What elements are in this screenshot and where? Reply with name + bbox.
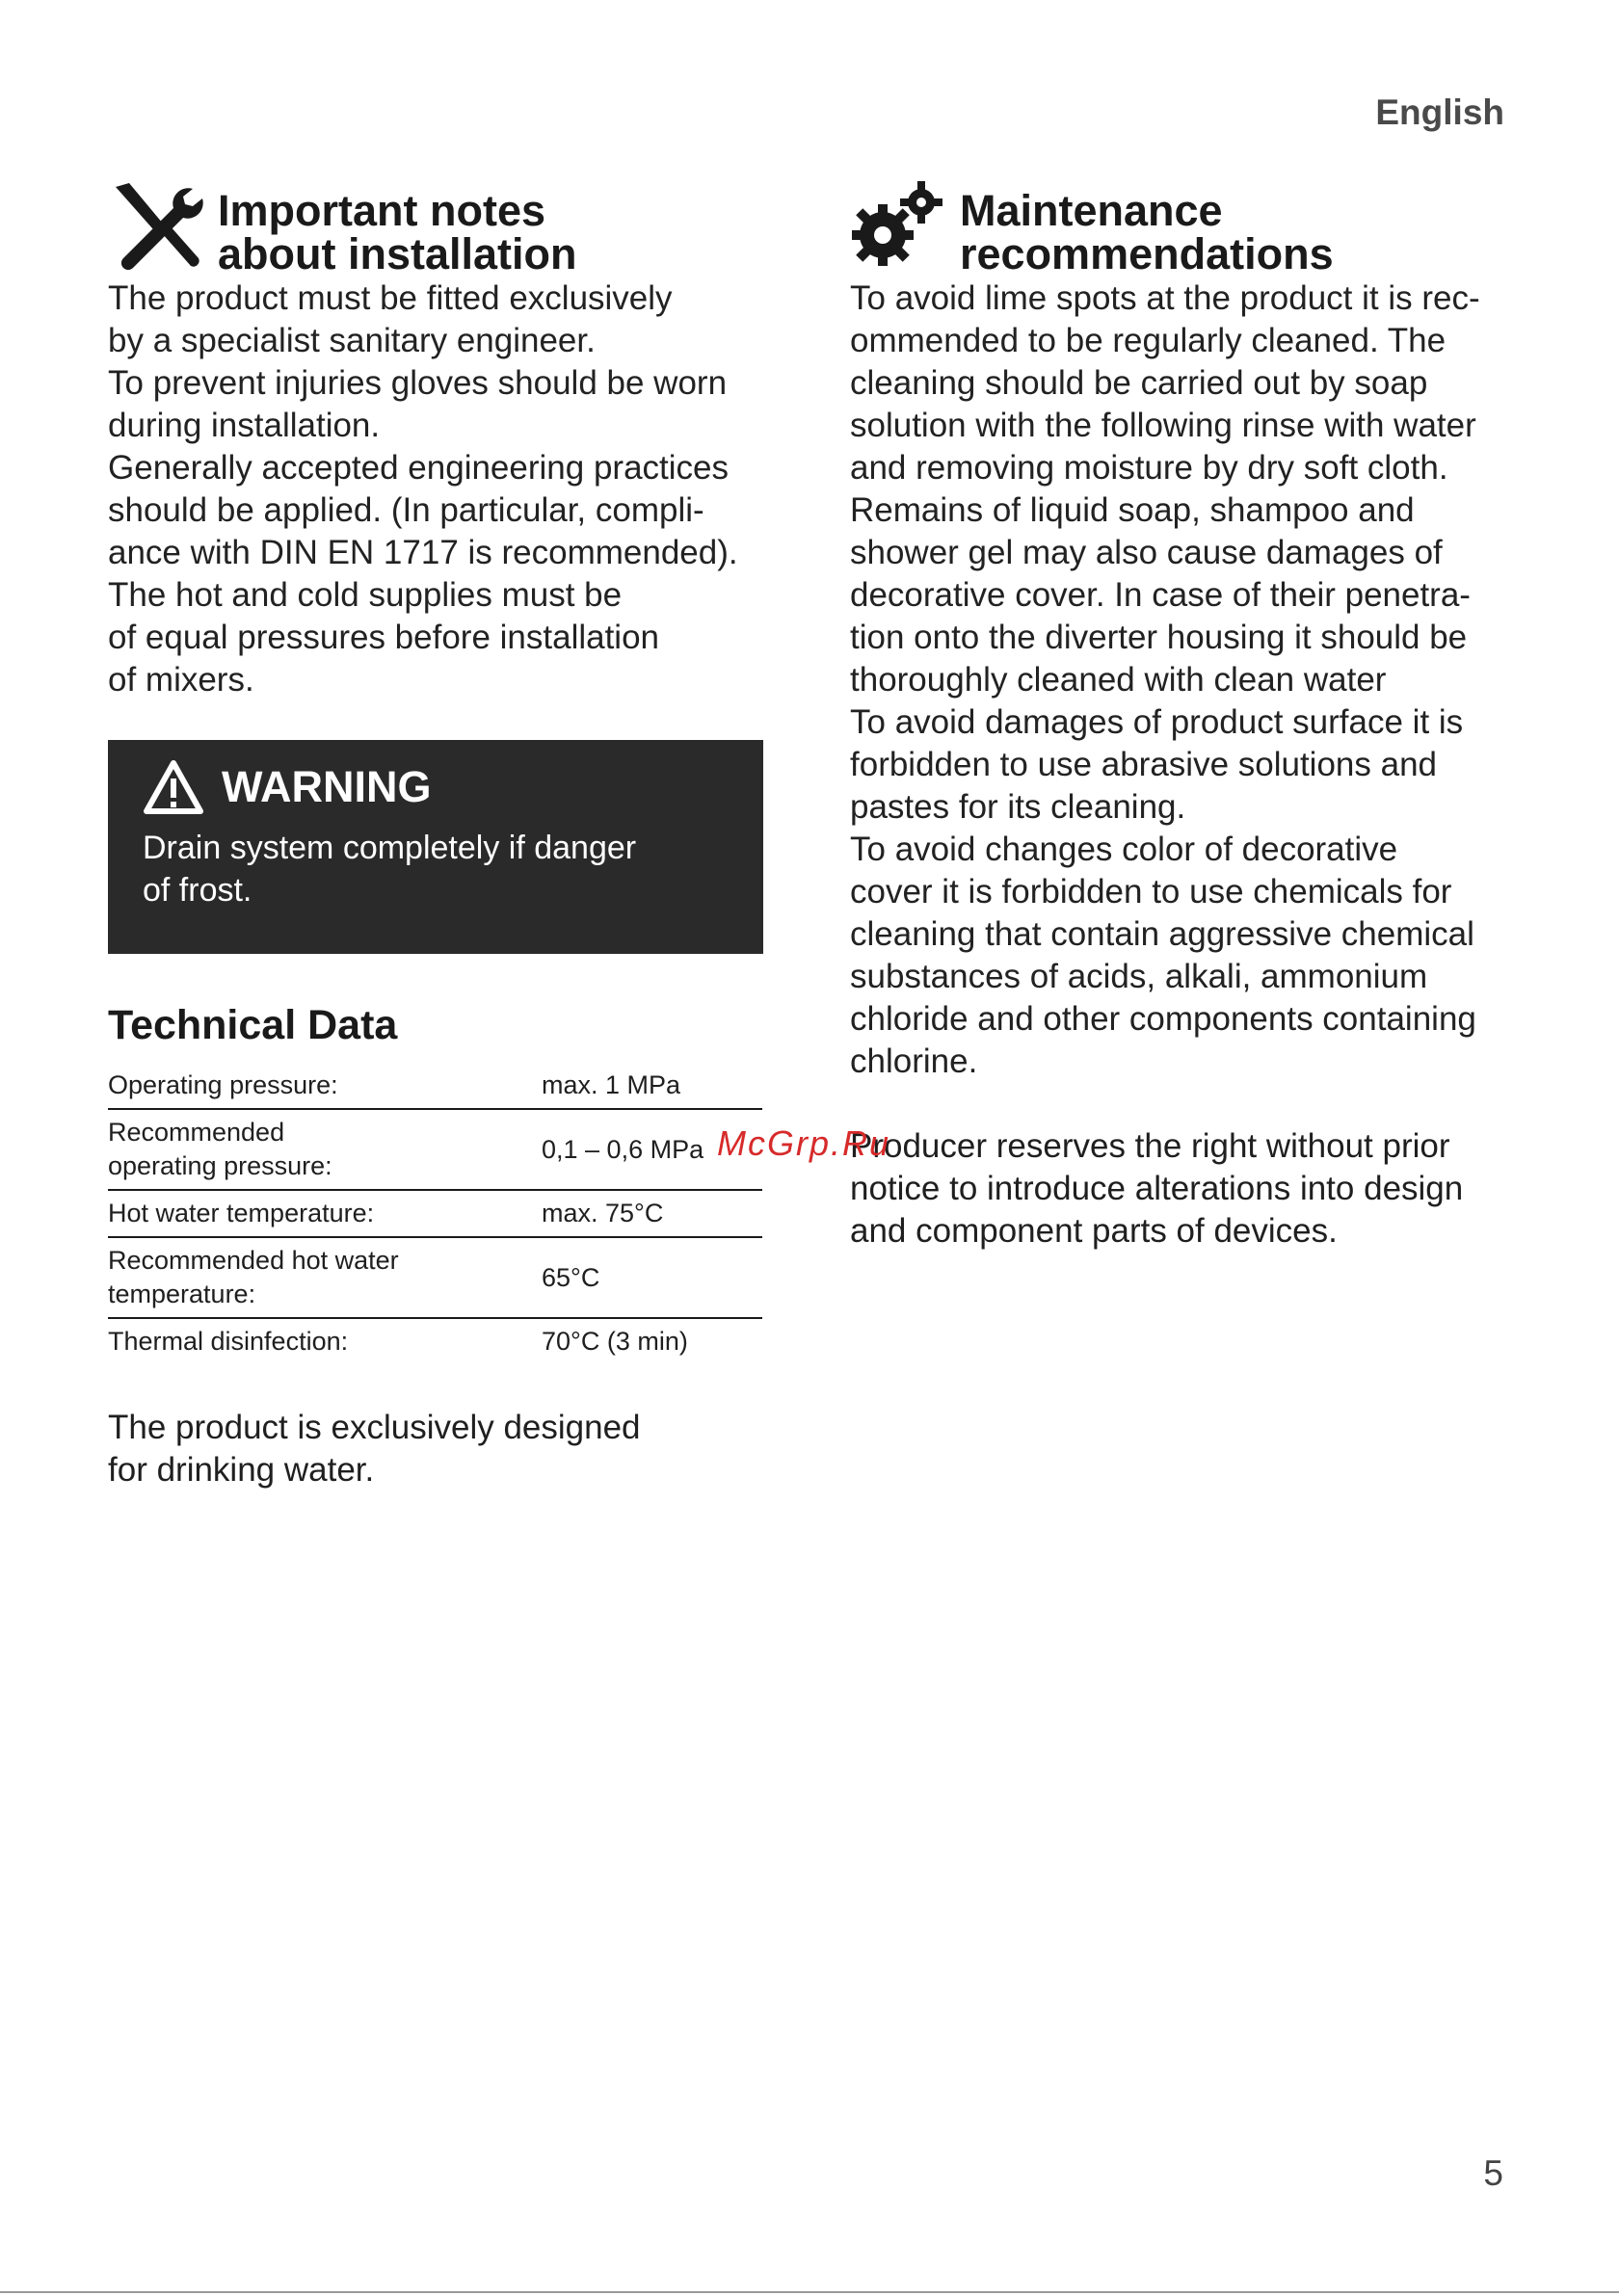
language-label: English — [1375, 92, 1504, 132]
warning-text: Drain system completely if danger of frost. — [143, 830, 637, 909]
installation-heading — [108, 179, 773, 276]
right-column — [850, 179, 1515, 1253]
left-column — [108, 179, 773, 1491]
producer-notice: Producer reserves the right without prior notice to introduce alterations into design and component parts of devices. — [850, 1127, 1464, 1250]
technical-data-title: Technical Data — [108, 1002, 398, 1048]
table-row: Operating pressure: max. 1 MPa — [108, 1063, 762, 1109]
installation-text: The product must be fitted exclusively by a specialist sanitary engineer. To prevent injuries gloves should be worn during installation. Generally accepted engineering practices should be applied. (In particular, compli- ance with DIN EN 1717 is recommended). The hot and cold supplies must be of equal pressures before installation of mixers. — [108, 279, 738, 699]
page-number: 5 — [1483, 2153, 1503, 2193]
table-row: Hot water temperature: max. 75°C — [108, 1190, 762, 1237]
maintenance-heading — [850, 179, 1515, 276]
table-row: Thermal disinfection: 70°C (3 min) — [108, 1327, 688, 1356]
warning-title: WARNING — [143, 759, 729, 815]
table-row: Recommended hot water temperature: 65°C — [108, 1237, 762, 1318]
bottom-divider — [0, 2291, 1619, 2293]
tools-icon — [108, 179, 204, 276]
table-row: Recommended operating pressure: 0,1 – 0,6 MPa — [108, 1109, 762, 1190]
installation-title: Important notes about installation — [218, 186, 577, 278]
maintenance-title: Maintenance recommendations — [960, 186, 1334, 278]
watermark: McGrp.Ru — [717, 1123, 891, 1163]
warning-box — [108, 740, 763, 954]
technical-data-table — [108, 1063, 762, 1364]
maintenance-text: To avoid lime spots at the product it is rec- ommended to be regularly cleaned. The cleaning should be carried out by soap solution with the following rinse with water and removing moisture by dry soft cloth. Remains of liquid soap, shampoo and shower gel may also cause damages of decorative cover. In case of their penetra- tion onto the diverter housing it should be thoroughly cleaned with clean water To avoid damages of product surface it is forbidden to use abrasive solutions and pastes for its cleaning. To avoid changes color of decorative cover it is forbidden to use chemicals for cleaning that contain aggressive chemical substances of acids, alkali, ammonium chloride and other components containing chlorine. — [850, 279, 1480, 1080]
warning-triangle-icon — [143, 759, 204, 815]
gears-icon — [850, 179, 946, 276]
drinking-water-note: The product is exclusively designed for drinking water. — [108, 1409, 641, 1489]
